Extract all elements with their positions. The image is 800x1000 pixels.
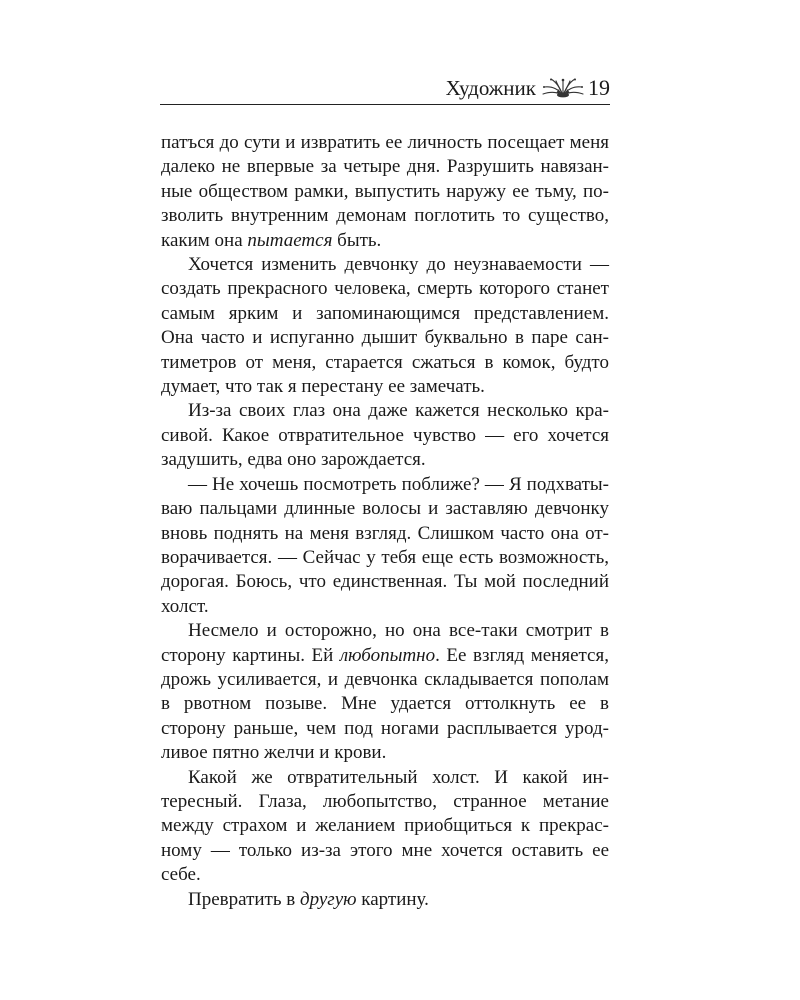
- paragraph-7: [161, 888, 609, 912]
- text-segment: картину.: [356, 888, 429, 910]
- running-head: [160, 72, 610, 105]
- paragraph-2: [161, 253, 609, 399]
- page-number: 19: [588, 75, 610, 100]
- italic-emphasis: пытается: [247, 229, 333, 251]
- italic-emphasis: любопытно: [339, 644, 436, 666]
- paragraph-4: [161, 473, 609, 619]
- running-title: Художник: [445, 75, 536, 100]
- paragraph-1: [161, 131, 609, 253]
- italic-emphasis: другую: [299, 888, 357, 910]
- text-segment: . Ее взгляд меняется, дрожь усиливается, и девчонка складывается пополам в рвотном позыве. Мне удается оттолкнуть ее в сторону раньше, чем под ногами расплывается уродливое пятно желчи и крови.: [161, 644, 609, 764]
- paragraph-6: [161, 766, 609, 888]
- text-segment: Несмело и осторожно, но она все-таки смотрит в сторону картины. Ей: [161, 620, 609, 666]
- text-segment: Какой же отвратительный холст. И какой интересный. Глаза, любопытство, странное метание между страхом и желанием приобщиться к прекрасному — только из-за этого мне хочется оставить ее себе.: [161, 766, 609, 886]
- text-block: [161, 131, 609, 912]
- text-segment: патъся до сути и извратить ее личность посещает меня далеко не впервые за четыре дня. Разрушить навязанные обществом рамки, выпустить наружу ее тьму, позволить внутренним демонам поглотить то существо, каким она: [161, 132, 609, 251]
- text-segment: Из-за своих глаз она даже кажется несколько красивой. Какое отвратительное чувство — его хочется задушить, едва оно зарождается.: [161, 400, 609, 471]
- text-segment: Превратить в: [188, 888, 300, 910]
- text-segment: быть.: [332, 229, 382, 251]
- decorative-flourish-icon: [542, 77, 584, 99]
- paragraph-5: [161, 619, 609, 765]
- text-segment: Хочется изменить девчонку до неузнаваемости — создать прекрасного человека, смерть которого станет самым ярким и запоминающимся представлением. Она часто и испуганно дышит буквально в паре сантиметров от меня, старается сжаться в комок, будто думает, что так я перестану ее замечать.: [161, 254, 609, 398]
- paragraph-3: [161, 399, 609, 472]
- text-segment: — Не хочешь посмотреть поближе? — Я подхватываю пальцами длинные волосы и заставляю девчонку вновь поднять на меня взгляд. Слишком часто она отворачивается. — Сейчас у тебя еще есть возможность, дорогая. Боюсь, что единственная. Ты мой последний холст.: [161, 473, 609, 617]
